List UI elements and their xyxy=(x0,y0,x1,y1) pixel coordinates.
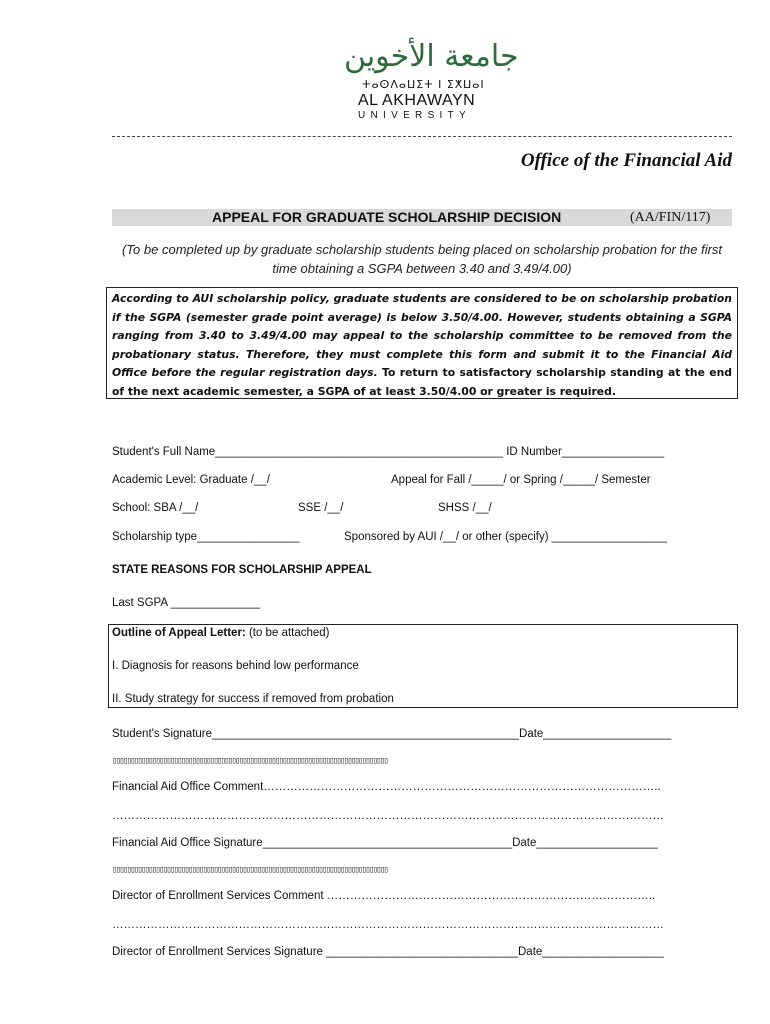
outline-title xyxy=(112,627,330,639)
school-shss-field[interactable]: SHSS /__/ xyxy=(438,502,492,514)
separator-line-2: ▯▯▯▯▯▯▯▯▯▯▯▯▯▯▯▯▯▯▯▯▯▯▯▯▯▯▯▯▯▯▯▯▯▯▯▯▯▯▯▯▯▯▯▯▯▯▯▯▯▯▯▯▯▯▯▯▯▯▯▯▯▯▯▯▯▯▯▯▯▯▯▯▯▯▯▯ xyxy=(112,865,388,875)
director-comment-dots[interactable]: ……………………………………………………………………………………………………………………………… xyxy=(112,919,664,931)
form-subtitle: (To be completed up by graduate scholarship students being placed on scholarship probation for the first time obtaining a SGPA between 3.40 and 3.49/4.00) xyxy=(121,242,723,276)
appeal-semester-field[interactable]: Appeal for Fall /_____/ or Spring /_____/ Semester xyxy=(391,474,651,486)
policy-box xyxy=(106,287,738,399)
logo-name: AL AKHAWAYN xyxy=(358,92,476,109)
separator-line: ▯▯▯▯▯▯▯▯▯▯▯▯▯▯▯▯▯▯▯▯▯▯▯▯▯▯▯▯▯▯▯▯▯▯▯▯▯▯▯▯▯▯▯▯▯▯▯▯▯▯▯▯▯▯▯▯▯▯▯▯▯▯▯▯▯▯▯▯▯▯▯▯▯▯▯▯ xyxy=(112,756,388,766)
full-name-field[interactable]: Student's Full Name_____________________________________________ ID Number________________ xyxy=(112,446,665,458)
fa-comment-dots[interactable]: ……………………………………………………………………………………………………………………………… xyxy=(112,810,664,822)
logo-university: UNIVERSITY xyxy=(358,110,472,121)
logo-tifinagh-text: ⵜⴰⵙⴷⴰⵡⵉⵜ ⵏ ⵉⵅⵡⴰⵏ xyxy=(362,78,485,91)
outline-item-1: I. Diagnosis for reasons behind low performance xyxy=(112,660,359,672)
school-sba-field[interactable]: School: SBA /__/ xyxy=(112,502,199,514)
form-title: APPEAL FOR GRADUATE SCHOLARSHIP DECISION xyxy=(212,209,562,225)
academic-level-field[interactable]: Academic Level: Graduate /__/ xyxy=(112,474,270,486)
office-title: Office of the Financial Aid xyxy=(520,150,732,171)
header-divider xyxy=(112,136,732,137)
fa-comment-field[interactable]: Financial Aid Office Comment………………………………………………………………………………………….. xyxy=(112,781,661,793)
director-comment-field[interactable]: Director of Enrollment Services Comment ………………………………………………………………………….. xyxy=(112,890,656,902)
university-logo xyxy=(344,39,519,122)
sponsorship-field[interactable]: Sponsored by AUI /__/ or other (specify) __________________ xyxy=(344,531,667,543)
outline-title-rest: (to be attached) xyxy=(245,627,330,639)
last-sgpa-field[interactable]: Last SGPA ______________ xyxy=(112,597,261,609)
form-code: (AA/FIN/117) xyxy=(630,210,711,225)
fa-signature-field[interactable]: Financial Aid Office Signature_______________________________________Date___________________ xyxy=(112,837,658,849)
reasons-heading: STATE REASONS FOR SCHOLARSHIP APPEAL xyxy=(112,564,372,576)
outline-item-2: II. Study strategy for success if removed from probation xyxy=(112,693,394,705)
policy-text-normal: To return to satisfactory scholarship standing at the end of the next academic semester, a SGPA of at least 3.50/4.00 or greater is required. xyxy=(112,366,732,398)
school-sse-field[interactable]: SSE /__/ xyxy=(298,502,344,514)
policy-text-italic: According to AUI scholarship policy, graduate students are considered to be on scholarship probation if the SGPA (semester grade point average) is below 3.50/4.00. However, students obtaining a SGPA ranging from 3.40 to 3.49/4.00 may appeal to the scholarship committee to be removed from the probationary status. Therefore, they must complete this form and submit it to the Financial Aid Office before the regular registration days. xyxy=(112,292,732,380)
student-signature-field[interactable]: Student's Signature________________________________________________Date____________________ xyxy=(112,728,672,740)
scholarship-type-field[interactable]: Scholarship type________________ xyxy=(112,531,300,543)
logo-arabic-text: جامعة الأخوين xyxy=(344,39,519,74)
outline-title-bold: Outline of Appeal Letter: xyxy=(112,627,246,639)
outline-box xyxy=(108,624,738,708)
director-signature-field[interactable]: Director of Enrollment Services Signature ______________________________Date___________________ xyxy=(112,946,664,958)
